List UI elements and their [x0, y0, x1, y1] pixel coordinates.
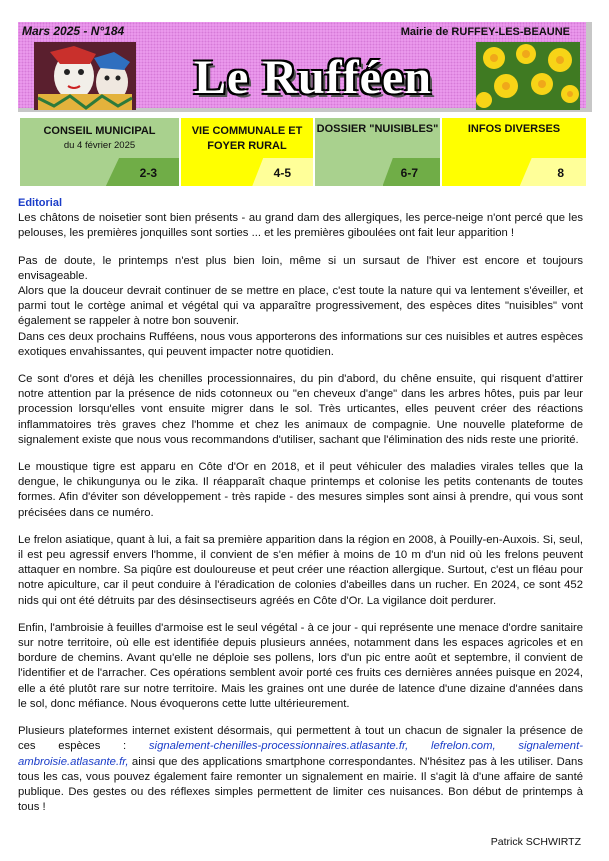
- section-infos-diverses: [442, 118, 586, 186]
- page-arrow: [520, 158, 586, 186]
- section-label: VIE COMMUNALE ET FOYER RURAL: [191, 125, 303, 152]
- section-date: du 4 février 2025: [63, 140, 136, 151]
- section-conseil-municipal: [20, 118, 179, 186]
- page-numbers: 2-3: [139, 166, 157, 180]
- paragraph-frelon-asiatique: Le frelon asiatique, quant à lui, a fait sa première apparition dans la région en 2008, à Pouilly-en-Auxois. Si, seul, il est peu agressif envers l'homme, il convient de s'en méfier à moins de 10 m d'un nid où les frelons peuvent attaquer en nombre. Sa piqûre est douloureuse et peut créer une réaction allergique. Surtout, c'est un fléau pour notre apiculture, car il peut conduire à l'éradication de colonies d'abeilles dans un rucher. En 2024, ce sont 452 nids qui ont été détruits par des désinsectiseurs agréés en Côte d'Or. La vigilance doit perdurer.: [18, 533, 583, 607]
- signalement-links[interactable]: signalement-chenilles-processionnaires.atlasante.fr, lefrelon.com, signalement-ambroisie.atlasante.fr,: [18, 740, 583, 768]
- paragraph-printemps: Pas de doute, le printemps n'est plus bien loin, même si un sursaut de l'hiver est encore et toujours envisageable.: [18, 254, 583, 282]
- mairie-name: Mairie de RUFFEY-LES-BEAUNE: [400, 26, 570, 38]
- paragraph-ambroisie: Enfin, l'ambroisie à feuilles d'armoise est le seul végétal - à ce jour - qui représente une menace d'ordre sanitaire sur notre territoire, où elle est identifiée depuis plusieurs années, notamment dans les espaces agricoles et en bordure de chemins. Avant qu'elle ne déploie ses pollens, lors d'un pic entre août et septembre, il convient de l'identifier et de l'arracher. Ces opérations semblent avoir porté ces fruits ces dernières années puisque en 2024, elle a été plutôt rare sur notre territoire. Mais les graines ont une durée de latence d'une dizaine d'années dans le sol, donc méfiance. Nous évoquerons cette lutte ultérieurement.: [18, 621, 583, 710]
- plateformes-intro: Plusieurs plateformes internet existent désormais, qui permettent à tout un chacun de signaler la présence de ces espèces :: [18, 725, 583, 753]
- paragraph-chenilles: Ce sont d'ores et déjà les chenilles processionnaires, du pin d'abord, du chêne ensuite, qui risquent d'attirer notre attention par la présence de nids cotonneux ou "en cheveux d'ange" dans les arbres hôtes, puis par leur procession lorsqu'elles vont ensuite migrer dans le sol. Très urticantes, elles peuvent créer des réactions inflammatoires très graves chez l'homme et chez les animaux de compagnie. Une nouvelle plateforme de signalement existe que nous vous recommandons d'utiliser, sachant que l'élimination des nids reste une priorité.: [18, 373, 583, 446]
- section-label: DOSSIER "NUISIBLES": [316, 123, 439, 135]
- contents-bar: [20, 118, 586, 186]
- section-label: INFOS DIVERSES: [467, 123, 561, 135]
- editorial-article: [18, 196, 583, 827]
- paragraph-moustique-tigre: Le moustique tigre est apparu en Côte d'Or en 2018, et il peut véhiculer des maladies virales telles que la dengue, le chikungunya ou le zika. Il réapparaît chaque printemps et colonise les petits contenants de toutes formes. Afin d'éviter son développement - très rapide - des mesures simples sont ainsi à prendre, qui vous sont précisées dans ce numéro.: [18, 461, 583, 519]
- paragraph-prochains-numeros: Dans ces deux prochains Rufféens, nous vous apporterons des informations sur ces nuisibles et autres espèces exotiques envahissantes, qui peuvent impacter notre quotidien.: [18, 330, 583, 358]
- issue-number: Mars 2025 - N°184: [22, 24, 125, 38]
- paragraph-nature: Alors que la douceur devrait continuer de se mettre en place, c'est toute la nature qui va lentement s'éveiller, et parmi tout le cortège animal et végétal qui va apparaître progressivement, des espèces dites "nuisibles" vont également se rappeler à notre bon souvenir.: [18, 285, 583, 328]
- section-vie-communale: [181, 118, 313, 186]
- paragraph-plateformes: [18, 724, 583, 815]
- paragraph-intro: Les châtons de noisetier sont bien présents - au grand dam des allergiques, les perce-neige n'ont percé que les pelouses, les premières jonquilles sont sorties ... et les premières giboulées ont fait leur apparition !: [18, 212, 583, 240]
- section-label: CONSEIL MUNICIPAL: [43, 125, 156, 137]
- page-numbers: 4-5: [273, 166, 291, 180]
- plateformes-outro: ainsi que des applications smartphone correspondantes. N'hésitez pas à les utiliser. Dans tous les cas, vous pouvez également faire remonter un signalement en mairie. Il s'agit là d'une affaire de santé publique. Des gestes ou des réflexes simples permettent de limiter ces nuisances. Bon début de printemps à tous !: [18, 755, 583, 814]
- newsletter-title: Le Rufféen: [194, 51, 432, 104]
- daffodils-photo: [476, 42, 580, 110]
- editorial-heading: Editorial: [18, 197, 63, 209]
- author-signature: Patrick SCHWIRTZ: [490, 836, 581, 848]
- page-numbers: 8: [557, 166, 564, 180]
- carnival-masks-photo: [34, 42, 136, 110]
- page-numbers: 6-7: [400, 166, 418, 180]
- section-dossier-nuisibles: [315, 118, 440, 186]
- masthead: [18, 22, 592, 112]
